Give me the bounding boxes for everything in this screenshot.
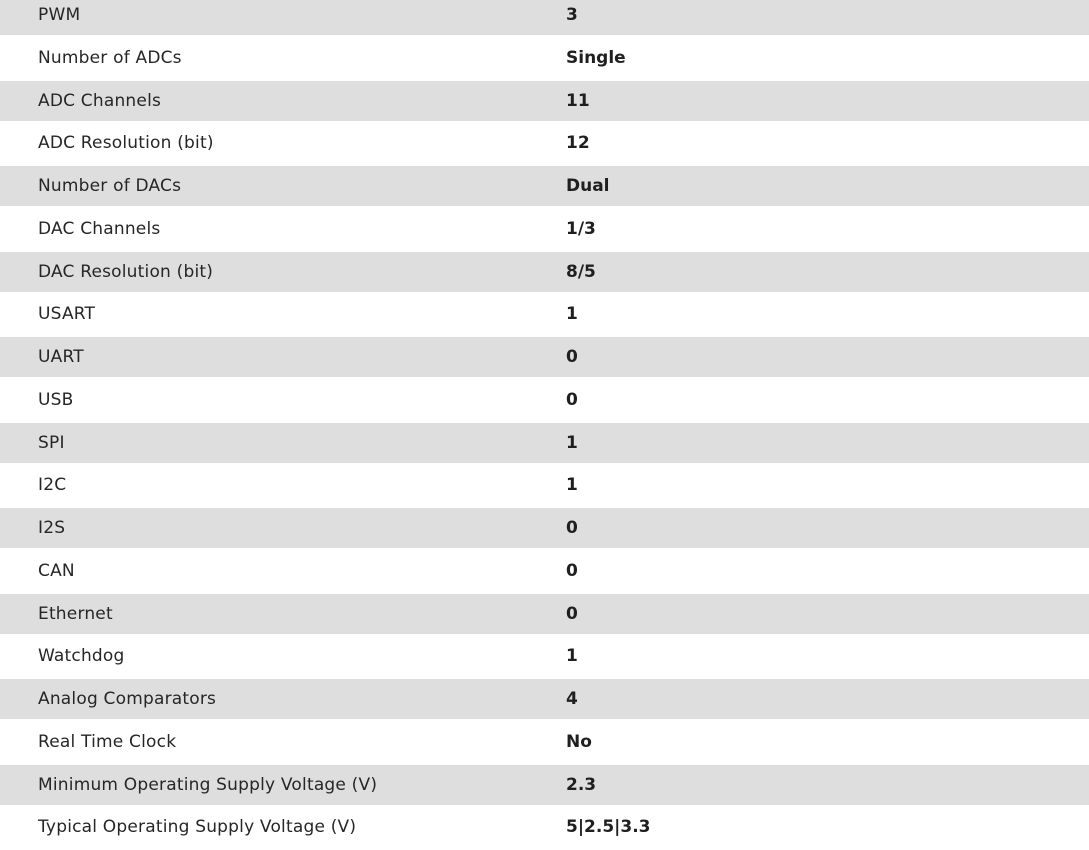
spec-row-min-supply-voltage <box>0 765 1089 805</box>
spec-label: Watchdog <box>0 646 566 666</box>
spec-value: No <box>566 732 592 752</box>
spec-value: 1 <box>566 304 578 324</box>
spec-value: 12 <box>566 133 590 153</box>
spec-value: 1 <box>566 433 578 453</box>
spec-value: 8/5 <box>566 262 596 282</box>
spec-row-spi <box>0 423 1089 463</box>
spec-label: ADC Resolution (bit) <box>0 133 566 153</box>
spec-label: UART <box>0 347 566 367</box>
spec-label: I2S <box>0 518 566 538</box>
spec-label: I2C <box>0 475 566 495</box>
spec-value: 11 <box>566 91 590 111</box>
spec-label: SPI <box>0 433 566 453</box>
spec-row-can <box>0 548 1089 594</box>
spec-value: 1 <box>566 475 578 495</box>
spec-label: DAC Resolution (bit) <box>0 262 566 282</box>
spec-value: 3 <box>566 5 578 25</box>
spec-label: Real Time Clock <box>0 732 566 752</box>
spec-row-adc-resolution <box>0 121 1089 167</box>
spec-row-usart <box>0 292 1089 338</box>
spec-row-usb <box>0 377 1089 423</box>
spec-value: 0 <box>566 390 578 410</box>
spec-row-ethernet <box>0 594 1089 634</box>
spec-value: Dual <box>566 176 610 196</box>
spec-row-real-time-clock <box>0 719 1089 765</box>
spec-value: 1 <box>566 646 578 666</box>
spec-row-watchdog <box>0 634 1089 680</box>
spec-row-uart <box>0 337 1089 377</box>
spec-row-pwm <box>0 0 1089 35</box>
spec-label: USB <box>0 390 566 410</box>
spec-value: Single <box>566 48 626 68</box>
spec-label: Number of ADCs <box>0 48 566 68</box>
spec-row-analog-comparators <box>0 679 1089 719</box>
spec-row-typical-supply-voltage <box>0 805 1089 850</box>
spec-label: DAC Channels <box>0 219 566 239</box>
spec-label: PWM <box>0 5 566 25</box>
spec-label: Typical Operating Supply Voltage (V) <box>0 817 566 837</box>
spec-value: 4 <box>566 689 578 709</box>
spec-row-adc-channels <box>0 81 1089 121</box>
spec-value: 2.3 <box>566 775 596 795</box>
spec-value: 0 <box>566 561 578 581</box>
spec-label: CAN <box>0 561 566 581</box>
spec-value: 0 <box>566 518 578 538</box>
spec-row-dac-resolution <box>0 252 1089 292</box>
spec-value: 1/3 <box>566 219 596 239</box>
spec-label: Ethernet <box>0 604 566 624</box>
spec-label: Minimum Operating Supply Voltage (V) <box>0 775 566 795</box>
spec-row-i2c <box>0 463 1089 509</box>
spec-row-dac-channels <box>0 206 1089 252</box>
spec-label: Analog Comparators <box>0 689 566 709</box>
spec-row-number-of-dacs <box>0 166 1089 206</box>
spec-value: 0 <box>566 347 578 367</box>
spec-label: ADC Channels <box>0 91 566 111</box>
spec-row-number-of-adcs <box>0 35 1089 81</box>
spec-value: 5|2.5|3.3 <box>566 817 650 837</box>
spec-row-i2s <box>0 508 1089 548</box>
spec-value: 0 <box>566 604 578 624</box>
spec-label: Number of DACs <box>0 176 566 196</box>
spec-label: USART <box>0 304 566 324</box>
